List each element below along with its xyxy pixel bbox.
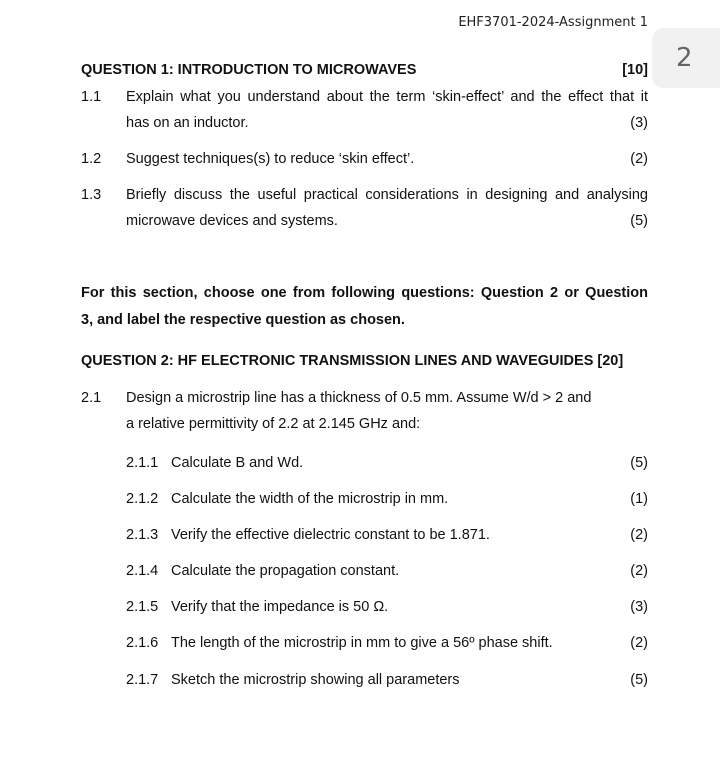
subitem-number: 2.1.4 [126,563,159,579]
q1-total: [10] [622,62,648,78]
q2-title: QUESTION 2: HF ELECTRONIC TRANSMISSION LINES AND WAVEGUIDES [20] [81,353,624,369]
q1-2-number: 1.2 [81,151,102,167]
q1-title: QUESTION 1: INTRODUCTION TO MICROWAVES [81,62,417,78]
q1-1-text-line1: Explain what you understand about the term ‘skin-effect’ and the effect that it [126,89,648,105]
subitem-marks: (3) [630,599,648,615]
subitem-text: Verify that the impedance is 50 Ω. [171,599,389,615]
instruction-line1: For this section, choose one from following questions: Question 2 or Question [81,285,648,301]
page-number: 2 [676,43,693,73]
subitem-number: 2.1.6 [126,635,159,651]
subitem-marks: (2) [630,635,648,651]
subitem-number: 2.1.5 [126,599,159,615]
subitem-marks: (5) [630,455,648,471]
subitem-text: Verify the effective dielectric constant to be 1.871. [171,527,490,543]
subitem-number: 2.1.3 [126,527,159,543]
subitem-text: Sketch the microstrip showing all parameters [171,672,460,688]
subitem-text: Calculate B and Wd. [171,455,304,471]
subitem-marks: (1) [630,491,648,507]
q2-1-text-line2: a relative permittivity of 2.2 at 2.145 GHz and: [126,416,421,432]
q1-1-text-line2: has on an inductor. [126,115,249,131]
document-header: EHF3701-2024-Assignment 1 [458,15,648,30]
q1-2-text: Suggest techniques(s) to reduce ‘skin effect’. [126,151,415,167]
subitem-marks: (2) [630,527,648,543]
subitem-marks: (5) [630,672,648,688]
q2-1-text-line1: Design a microstrip line has a thickness of 0.5 mm. Assume W/d > 2 and [126,390,592,406]
q2-1-number: 2.1 [81,390,102,406]
subitem-number: 2.1.7 [126,672,159,688]
subitem-text: The length of the microstrip in mm to give a 56º phase shift. [171,635,553,651]
q1-3-text-line1: Briefly discuss the useful practical considerations in designing and analysing [126,187,648,203]
subitem-text: Calculate the propagation constant. [171,563,400,579]
subitem-number: 2.1.1 [126,455,159,471]
q1-3-text-line2: microwave devices and systems. [126,213,338,229]
q1-1-number: 1.1 [81,89,102,105]
subitem-text: Calculate the width of the microstrip in mm. [171,491,449,507]
page-number-tab [652,28,720,88]
subitem-number: 2.1.2 [126,491,159,507]
q1-3-number: 1.3 [81,187,102,203]
q1-1-marks: (3) [630,115,648,131]
subitem-marks: (2) [630,563,648,579]
instruction-line2: 3, and label the respective question as chosen. [81,312,405,328]
q1-3-marks: (5) [630,213,648,229]
q1-2-marks: (2) [630,151,648,167]
